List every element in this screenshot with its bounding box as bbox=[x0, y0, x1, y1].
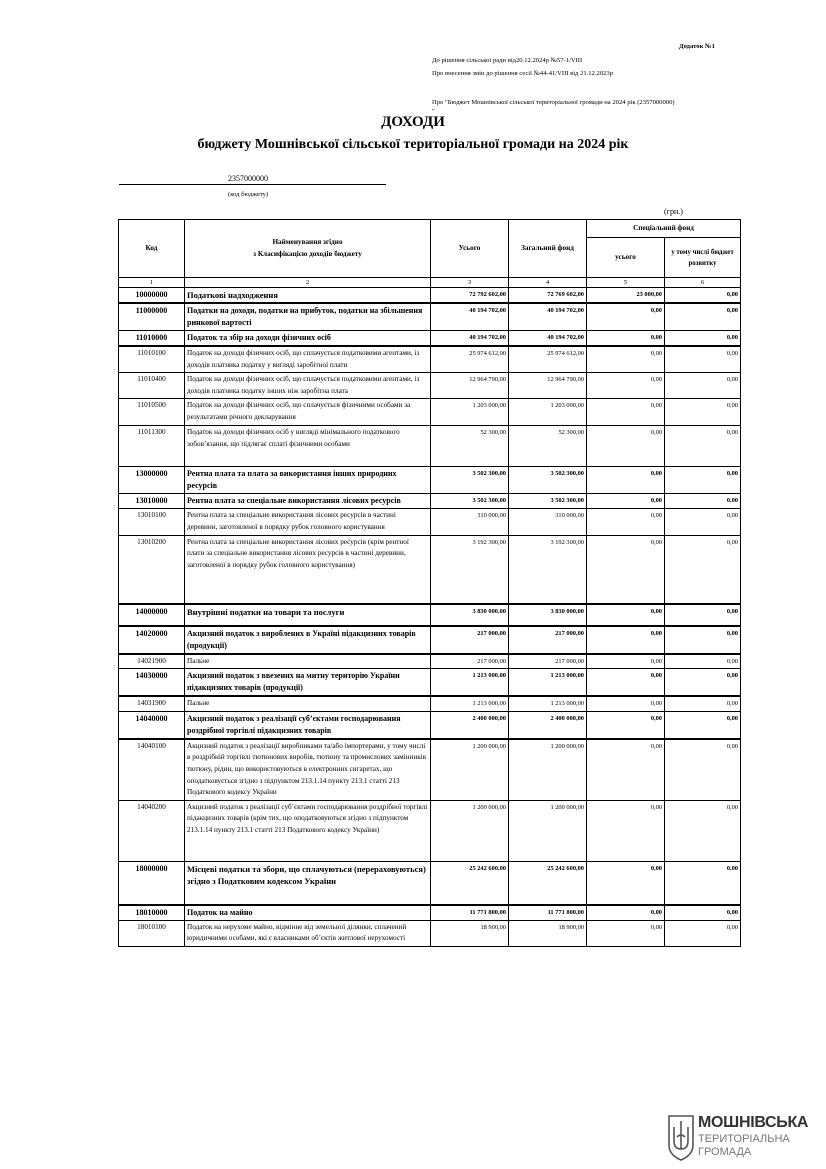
row-development-budget: 0,00 bbox=[665, 509, 741, 535]
row-total: 2 400 000,00 bbox=[431, 711, 509, 739]
table-row bbox=[119, 920, 741, 946]
row-code: 10000000 bbox=[119, 288, 185, 304]
header-code: Код bbox=[119, 220, 185, 278]
row-code: 14040000 bbox=[119, 711, 185, 739]
row-development-budget: 0,00 bbox=[665, 303, 741, 331]
table-row bbox=[119, 399, 741, 426]
column-number: 3 bbox=[431, 278, 509, 288]
budget-code: 2357000000 bbox=[228, 174, 268, 183]
row-name: Акцизний податок з реалізації виробниками та/або імпортерами, у тому числі в роздрібній торгівлі тютюнових виробів, тютюну та промислових замінників тютюну, рідин, що використовуються в електронних сигаретах, що оподатковується згідно з підпунктом 213.1.14 пункту 213.1 статті 213 Податкового кодексу України bbox=[185, 739, 431, 800]
row-general-fund: 40 194 702,00 bbox=[509, 331, 587, 347]
row-name: Рентна плата за спеціальне використання лісових ресурсів (крім рентної плати за спеціальне використання лісових ресурсів в частині деревини, заготовленої в порядку рубок головного користування) bbox=[185, 535, 431, 604]
row-special-fund: 0,00 bbox=[587, 905, 665, 921]
row-code: 13010100 bbox=[119, 509, 185, 535]
row-general-fund: 1 200 000,00 bbox=[509, 739, 587, 800]
row-total: 1 200 000,00 bbox=[431, 739, 509, 800]
row-name: Пальне bbox=[185, 696, 431, 711]
header-name bbox=[185, 220, 431, 278]
row-name: Податки на доходи, податки на прибуток, податки на збільшення ринкової вартості bbox=[185, 303, 431, 331]
row-name: Акцизний податок з реалізації суб’єктами господарювання роздрібної торгівлі підакцизних товарів bbox=[185, 711, 431, 739]
row-general-fund: 25 242 600,00 bbox=[509, 861, 587, 905]
row-special-fund: 0,00 bbox=[587, 467, 665, 494]
row-development-budget: 0,00 bbox=[665, 426, 741, 467]
row-name: Рентна плата та плата за використання інших природних ресурсів bbox=[185, 467, 431, 494]
row-general-fund: 25 974 612,00 bbox=[509, 346, 587, 373]
page-title: ДОХОДИ bbox=[381, 114, 445, 130]
row-development-budget: 0,00 bbox=[665, 905, 741, 921]
row-total: 25 974 612,00 bbox=[431, 346, 509, 373]
currency-unit: (грн.) bbox=[664, 207, 683, 216]
header-special-total: усього bbox=[587, 238, 665, 278]
row-code: 14040100 bbox=[119, 739, 185, 800]
table-row bbox=[119, 467, 741, 494]
table-row bbox=[119, 669, 741, 697]
row-name: Акцизний податок з реалізації суб’єктами господарювання роздрібної торгівлі підакцизних товарів (крім тих, що оподатковуються згідно з підпунктом 213.1.14 пункту 213.1 статті 213 Податкового кодексу України) bbox=[185, 800, 431, 861]
row-general-fund: 3 192 300,00 bbox=[509, 535, 587, 604]
row-code: 13000000 bbox=[119, 467, 185, 494]
row-development-budget: 0,00 bbox=[665, 739, 741, 800]
row-total: 1 213 000,00 bbox=[431, 696, 509, 711]
table-row bbox=[119, 509, 741, 535]
amendment-reference: Про внесення змін до рішення сесії №44-41/VIII від 21.12.2023р bbox=[432, 70, 614, 77]
row-special-fund: 0,00 bbox=[587, 654, 665, 669]
row-development-budget: 0,00 bbox=[665, 467, 741, 494]
row-special-fund: 0,00 bbox=[587, 920, 665, 946]
row-name: Внутрішні податки на товари та послуги bbox=[185, 604, 431, 626]
row-name: Рентна плата за спеціальне використання лісових ресурсів в частині деревини, заготовленої в порядку рубок головного користування bbox=[185, 509, 431, 535]
row-total: 3 830 000,00 bbox=[431, 604, 509, 626]
row-special-fund: 0,00 bbox=[587, 861, 665, 905]
header-general-fund: Загальний фонд bbox=[509, 220, 587, 278]
budget-code-underline bbox=[119, 184, 386, 185]
row-special-fund: 0,00 bbox=[587, 331, 665, 347]
header-special-fund: Спеціальний фонд bbox=[587, 220, 741, 238]
row-general-fund: 12 964 790,00 bbox=[509, 373, 587, 399]
header-name-line2: з Класифікацією доходів бюджету bbox=[253, 249, 362, 258]
row-development-budget: 0,00 bbox=[665, 494, 741, 509]
row-total: 52 300,00 bbox=[431, 426, 509, 467]
row-code: 11011300 bbox=[119, 426, 185, 467]
row-code: 11010500 bbox=[119, 399, 185, 426]
budget-reference: Про "Бюджет Мошнівської сільської територіальної громади на 2024 рік (2357000000) bbox=[432, 98, 675, 106]
table-row bbox=[119, 535, 741, 604]
row-general-fund: 217 000,00 bbox=[509, 654, 587, 669]
table-row bbox=[119, 861, 741, 905]
row-general-fund: 1 203 000,00 bbox=[509, 399, 587, 426]
row-development-budget: 0,00 bbox=[665, 399, 741, 426]
row-special-fund: 0,00 bbox=[587, 346, 665, 373]
row-code: 18000000 bbox=[119, 861, 185, 905]
row-development-budget: 0,00 bbox=[665, 711, 741, 739]
logo-line1: МОШНІВСЬКА bbox=[698, 1114, 809, 1131]
row-code: 14030000 bbox=[119, 669, 185, 697]
row-total: 11 771 800,00 bbox=[431, 905, 509, 921]
row-code: 14000000 bbox=[119, 604, 185, 626]
row-general-fund: 1 213 000,00 bbox=[509, 669, 587, 697]
row-general-fund: 3 502 300,00 bbox=[509, 494, 587, 509]
row-code: 18010100 bbox=[119, 920, 185, 946]
row-name: Податок на нерухоме майно, відмінне від земельної ділянки, сплачений юридичними особами, які є власниками об’єктів житлової нерухомості bbox=[185, 920, 431, 946]
row-general-fund: 52 300,00 bbox=[509, 426, 587, 467]
row-total: 1 203 000,00 bbox=[431, 399, 509, 426]
row-total: 217 000,00 bbox=[431, 626, 509, 654]
row-code: 13010200 bbox=[119, 535, 185, 604]
table-row bbox=[119, 346, 741, 373]
row-name: Податок на доходи фізичних осіб у вигляді мінімального податкового зобов’язання, що підлягає сплаті фізичними особами bbox=[185, 426, 431, 467]
table-row bbox=[119, 288, 741, 304]
row-total: 3 502 300,00 bbox=[431, 494, 509, 509]
row-code: 11000000 bbox=[119, 303, 185, 331]
table-row bbox=[119, 739, 741, 800]
row-total: 310 000,00 bbox=[431, 509, 509, 535]
row-development-budget: 0,00 bbox=[665, 626, 741, 654]
column-number: 6 bbox=[665, 278, 741, 288]
row-total: 40 194 702,00 bbox=[431, 331, 509, 347]
column-number: 1 bbox=[119, 278, 185, 288]
row-general-fund: 217 000,00 bbox=[509, 626, 587, 654]
row-code: 14021900 bbox=[119, 654, 185, 669]
row-name: Податок на доходи фізичних осіб, що сплачується фізичними особами за результатами річного декларування bbox=[185, 399, 431, 426]
row-name: Місцеві податки та збори, що сплачуються (перераховуються) згідно з Податковим кодексом України bbox=[185, 861, 431, 905]
row-name: Податок на доходи фізичних осіб, що сплачується податковими агентами, із доходів платника податку у вигляді заробітної плати bbox=[185, 346, 431, 373]
table-row bbox=[119, 654, 741, 669]
table-row bbox=[119, 711, 741, 739]
row-name: Акцизний податок з вироблених в Україні підакцизних товарів (продукції) bbox=[185, 626, 431, 654]
column-number: 2 bbox=[185, 278, 431, 288]
revenue-table bbox=[118, 219, 741, 947]
row-name: Податкові надходження bbox=[185, 288, 431, 304]
row-name: Рентна плата за спеціальне використання лісових ресурсів bbox=[185, 494, 431, 509]
row-development-budget: 0,00 bbox=[665, 920, 741, 946]
community-logo bbox=[668, 1113, 818, 1163]
row-name: Податок на майно bbox=[185, 905, 431, 921]
table-row bbox=[119, 696, 741, 711]
row-total: 1 213 000,00 bbox=[431, 669, 509, 697]
table-row bbox=[119, 373, 741, 399]
row-development-budget: 0,00 bbox=[665, 669, 741, 697]
row-special-fund: 0,00 bbox=[587, 696, 665, 711]
row-general-fund: 11 771 800,00 bbox=[509, 905, 587, 921]
row-total: 40 194 702,00 bbox=[431, 303, 509, 331]
row-development-budget: 0,00 bbox=[665, 696, 741, 711]
row-general-fund: 40 194 702,00 bbox=[509, 303, 587, 331]
row-total: 12 964 790,00 bbox=[431, 373, 509, 399]
row-total: 1 200 000,00 bbox=[431, 800, 509, 861]
row-general-fund: 3 502 300,00 bbox=[509, 467, 587, 494]
row-development-budget: 0,00 bbox=[665, 373, 741, 399]
row-total: 3 192 300,00 bbox=[431, 535, 509, 604]
row-special-fund: 0,00 bbox=[587, 535, 665, 604]
row-general-fund: 18 900,00 bbox=[509, 920, 587, 946]
row-code: 14020000 bbox=[119, 626, 185, 654]
page-subtitle: бюджету Мошнівської сільської територіальної громади на 2024 рік bbox=[197, 137, 629, 152]
table-row bbox=[119, 426, 741, 467]
row-total: 72 792 602,00 bbox=[431, 288, 509, 304]
header-name-line1: Найменування згідно bbox=[272, 237, 343, 246]
row-special-fund: 0,00 bbox=[587, 303, 665, 331]
column-number: 5 bbox=[587, 278, 665, 288]
row-special-fund: 0,00 bbox=[587, 509, 665, 535]
row-development-budget: 0,00 bbox=[665, 288, 741, 304]
column-numbers-row bbox=[119, 278, 741, 288]
table-row bbox=[119, 905, 741, 921]
header-total: Усього bbox=[431, 220, 509, 278]
budget-code-caption: (код бюджету) bbox=[228, 191, 269, 198]
row-general-fund: 2 400 000,00 bbox=[509, 711, 587, 739]
appendix-label: Додаток №1 bbox=[679, 43, 715, 50]
row-name: Податок та збір на доходи фізичних осіб bbox=[185, 331, 431, 347]
row-special-fund: 0,00 bbox=[587, 494, 665, 509]
row-special-fund: 0,00 bbox=[587, 739, 665, 800]
row-total: 18 900,00 bbox=[431, 920, 509, 946]
table-row bbox=[119, 800, 741, 861]
logo-line2 bbox=[698, 1133, 790, 1159]
logo-line3-text: ГРОМАДА bbox=[698, 1146, 752, 1158]
table-row bbox=[119, 604, 741, 626]
row-code: 11010400 bbox=[119, 373, 185, 399]
decision-reference: До рішення сільської ради від20.12.2024р №57-1/VIII bbox=[432, 56, 583, 64]
row-name: Акцизний податок з ввезених на митну територію України підакцизних товарів (продукції) bbox=[185, 669, 431, 697]
row-name: Пальне bbox=[185, 654, 431, 669]
table-row bbox=[119, 494, 741, 509]
row-general-fund: 310 000,00 bbox=[509, 509, 587, 535]
row-total: 217 000,00 bbox=[431, 654, 509, 669]
row-code: 18010000 bbox=[119, 905, 185, 921]
row-code: 11010000 bbox=[119, 331, 185, 347]
header-development-budget: у тому числі бюджет розвитку bbox=[665, 238, 741, 278]
row-development-budget: 0,00 bbox=[665, 800, 741, 861]
row-general-fund: 1 200 000,00 bbox=[509, 800, 587, 861]
row-development-budget: 0,00 bbox=[665, 654, 741, 669]
row-special-fund: 0,00 bbox=[587, 373, 665, 399]
row-general-fund: 72 769 602,00 bbox=[509, 288, 587, 304]
row-special-fund: 0,00 bbox=[587, 669, 665, 697]
row-development-budget: 0,00 bbox=[665, 604, 741, 626]
row-development-budget: 0,00 bbox=[665, 535, 741, 604]
row-special-fund: 0,00 bbox=[587, 711, 665, 739]
row-total: 25 242 600,00 bbox=[431, 861, 509, 905]
row-general-fund: 3 830 000,00 bbox=[509, 604, 587, 626]
column-number: 4 bbox=[509, 278, 587, 288]
row-total: 3 502 300,00 bbox=[431, 467, 509, 494]
trident-emblem-icon bbox=[668, 1115, 694, 1161]
row-special-fund: 0,00 bbox=[587, 399, 665, 426]
row-code: 14031900 bbox=[119, 696, 185, 711]
row-code: 13010000 bbox=[119, 494, 185, 509]
row-special-fund: 0,00 bbox=[587, 426, 665, 467]
row-development-budget: 0,00 bbox=[665, 331, 741, 347]
row-general-fund: 1 213 000,00 bbox=[509, 696, 587, 711]
row-code: 11010100 bbox=[119, 346, 185, 373]
closing-quote: " bbox=[432, 108, 435, 115]
table-row bbox=[119, 626, 741, 654]
table-row bbox=[119, 303, 741, 331]
row-special-fund: 0,00 bbox=[587, 800, 665, 861]
document-header bbox=[432, 40, 812, 115]
row-special-fund: 0,00 bbox=[587, 626, 665, 654]
table-row bbox=[119, 331, 741, 347]
row-development-budget: 0,00 bbox=[665, 346, 741, 373]
row-development-budget: 0,00 bbox=[665, 861, 741, 905]
row-name: Податок на доходи фізичних осіб, що сплачується податковими агентами, із доходів платника податку інших ніж заробітна плата bbox=[185, 373, 431, 399]
logo-line2-text: ТЕРИТОРІАЛЬНА bbox=[698, 1133, 790, 1145]
row-special-fund: 23 000,00 bbox=[587, 288, 665, 304]
row-code: 14040200 bbox=[119, 800, 185, 861]
row-special-fund: 0,00 bbox=[587, 604, 665, 626]
